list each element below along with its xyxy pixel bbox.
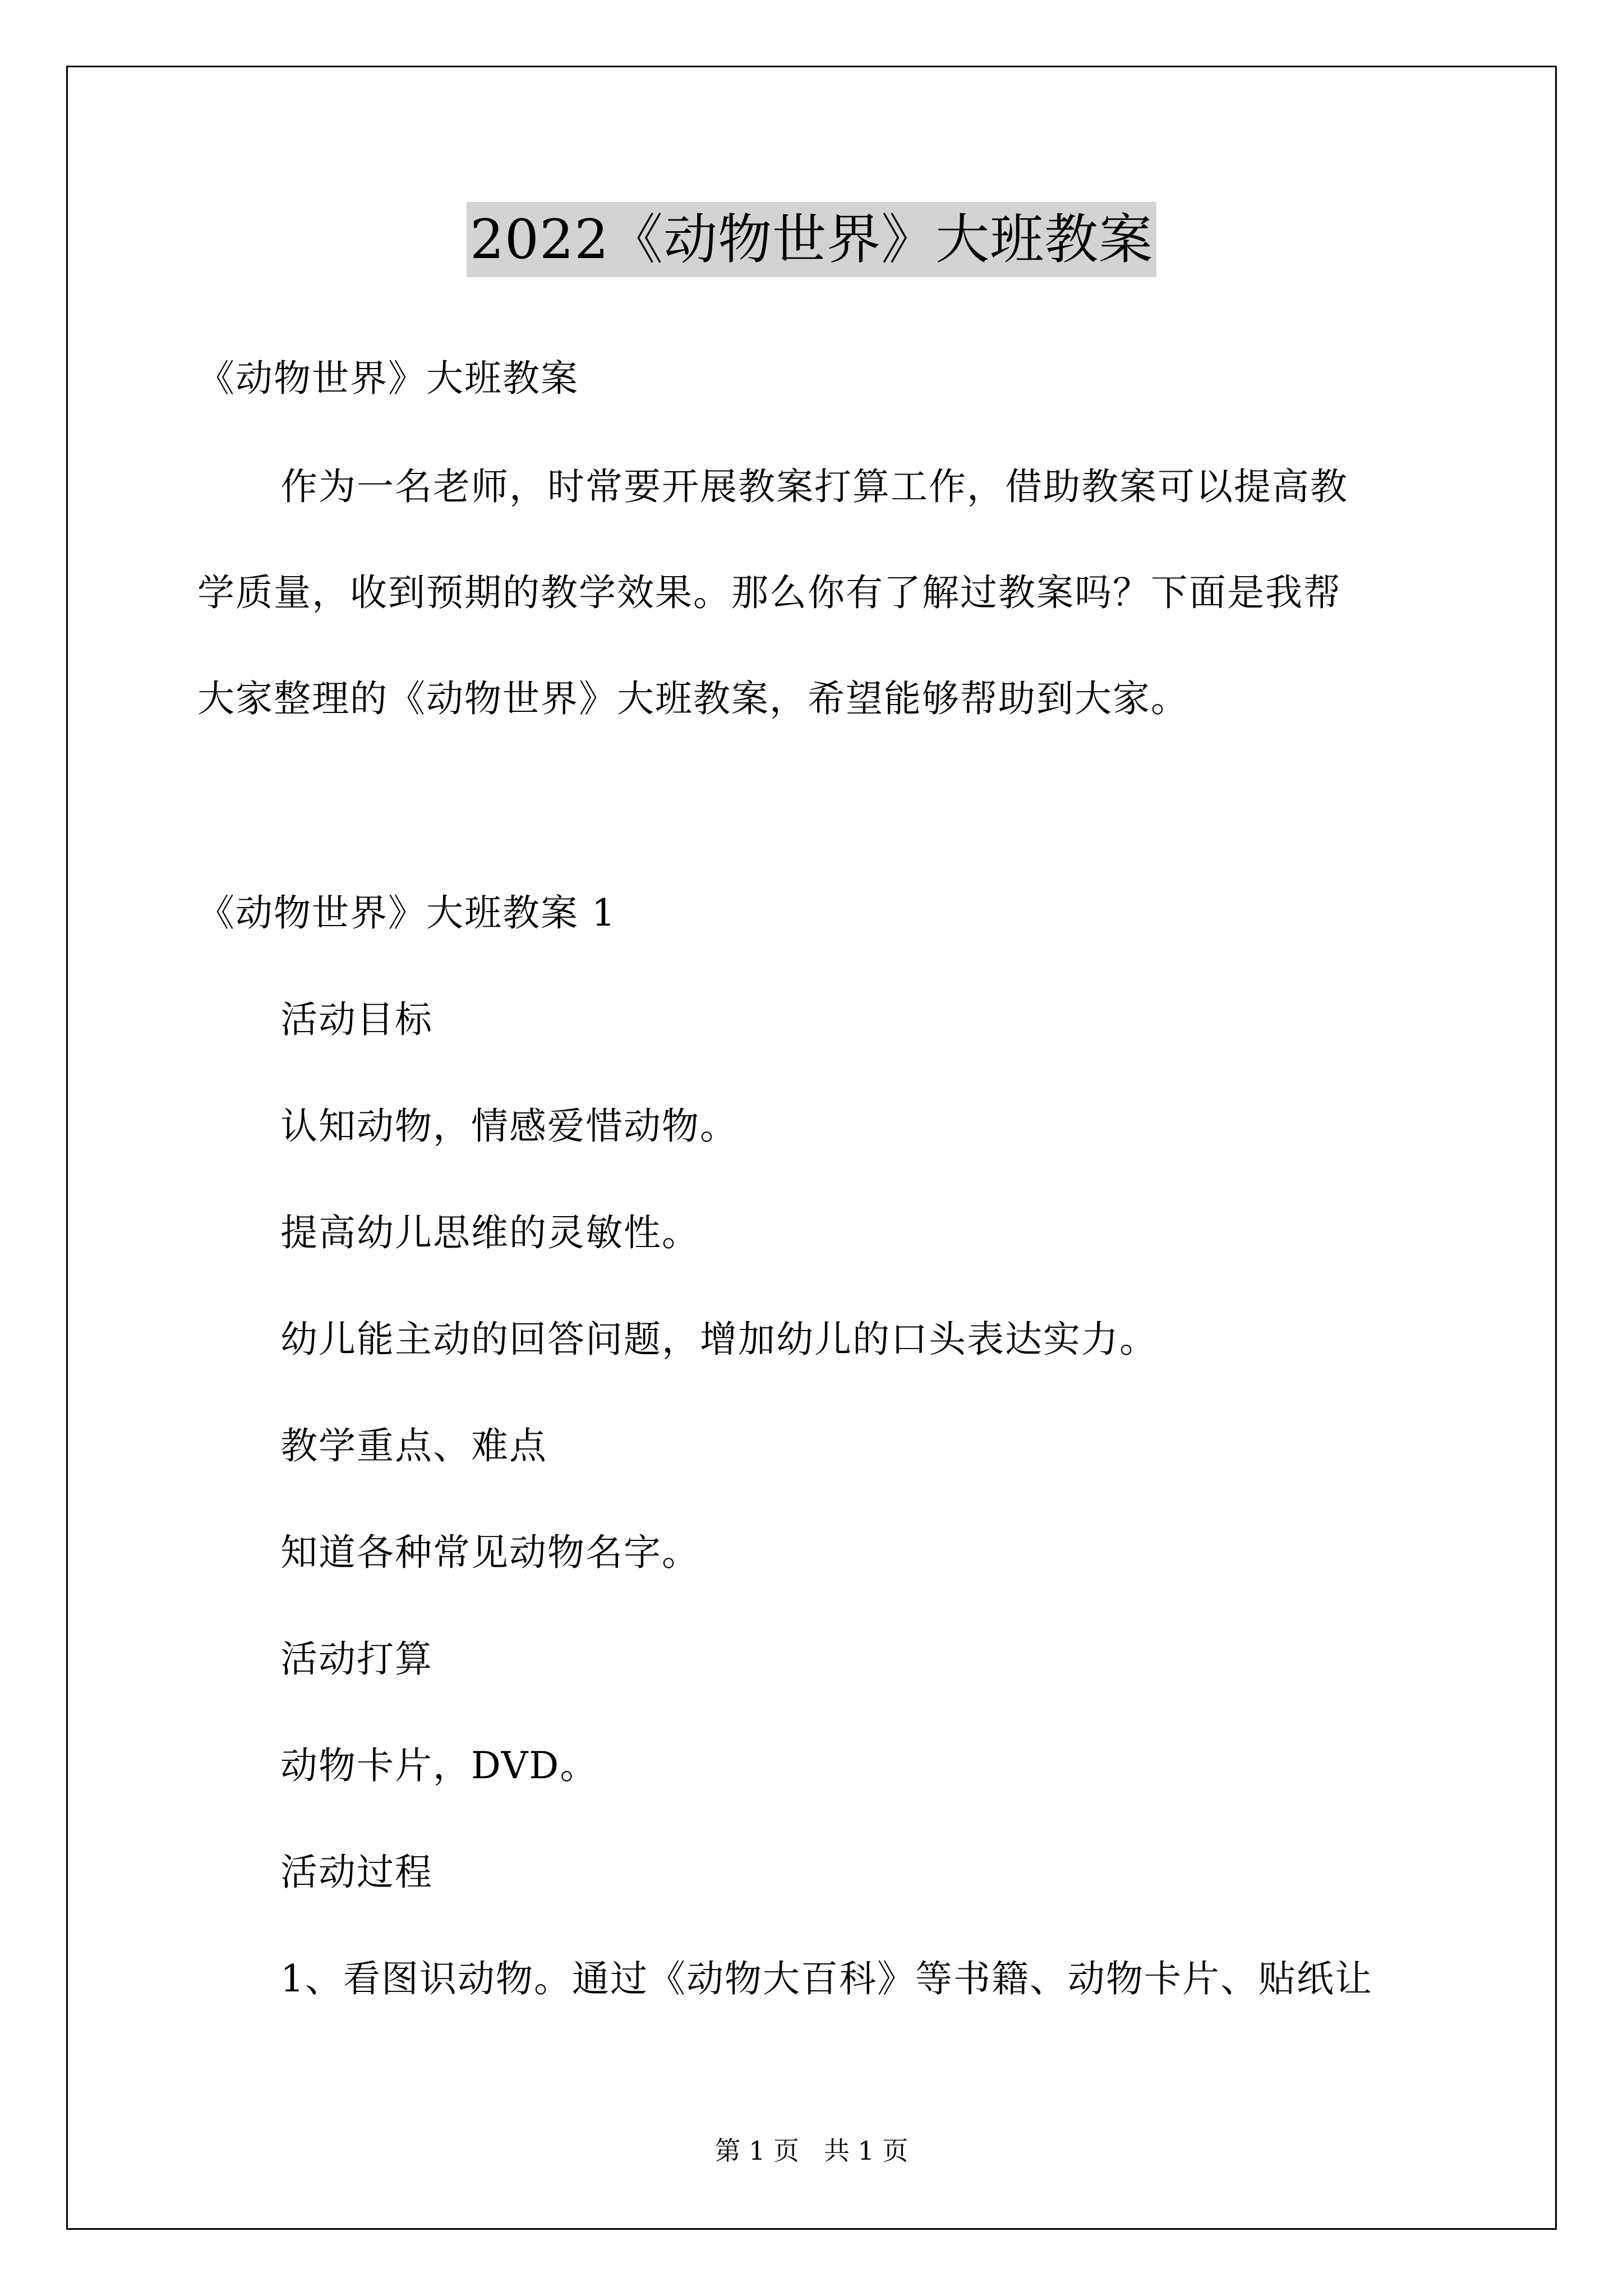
goal-item-2: 提高幼儿思维的灵敏性。 bbox=[280, 1211, 700, 1254]
page-footer: 第 1 页 共 1 页 bbox=[714, 2136, 909, 2166]
intro-paragraph-line-1: 作为一名老师，时常要开展教案打算工作，借助教案可以提高教 bbox=[280, 465, 1348, 508]
heading-activity-prep: 活动打算 bbox=[280, 1637, 433, 1681]
prep-item: 动物卡片，DVD。 bbox=[280, 1744, 598, 1787]
document-title: 2022《动物世界》大班教案 bbox=[467, 202, 1156, 277]
intro-paragraph-line-3: 大家整理的《动物世界》大班教案，希望能够帮助到大家。 bbox=[197, 677, 1189, 720]
section-heading: 《动物世界》大班教案 1 bbox=[197, 891, 616, 935]
heading-activity-process: 活动过程 bbox=[280, 1851, 433, 1894]
heading-key-points: 教学重点、难点 bbox=[280, 1424, 547, 1467]
heading-activity-goals: 活动目标 bbox=[280, 998, 433, 1041]
key-point-item: 知道各种常见动物名字。 bbox=[280, 1531, 700, 1574]
document-subtitle: 《动物世界》大班教案 bbox=[197, 357, 579, 400]
title-container bbox=[0, 202, 1623, 277]
goal-item-3: 幼儿能主动的回答问题，增加幼儿的口头表达实力。 bbox=[280, 1318, 1158, 1361]
process-step-1: 1、看图识动物。通过《动物大百科》等书籍、动物卡片、贴纸让 bbox=[280, 1957, 1373, 2000]
intro-paragraph-line-2: 学质量，收到预期的教学效果。那么你有了解过教案吗？下面是我帮 bbox=[197, 571, 1341, 614]
goal-item-1: 认知动物，情感爱惜动物。 bbox=[280, 1105, 738, 1148]
